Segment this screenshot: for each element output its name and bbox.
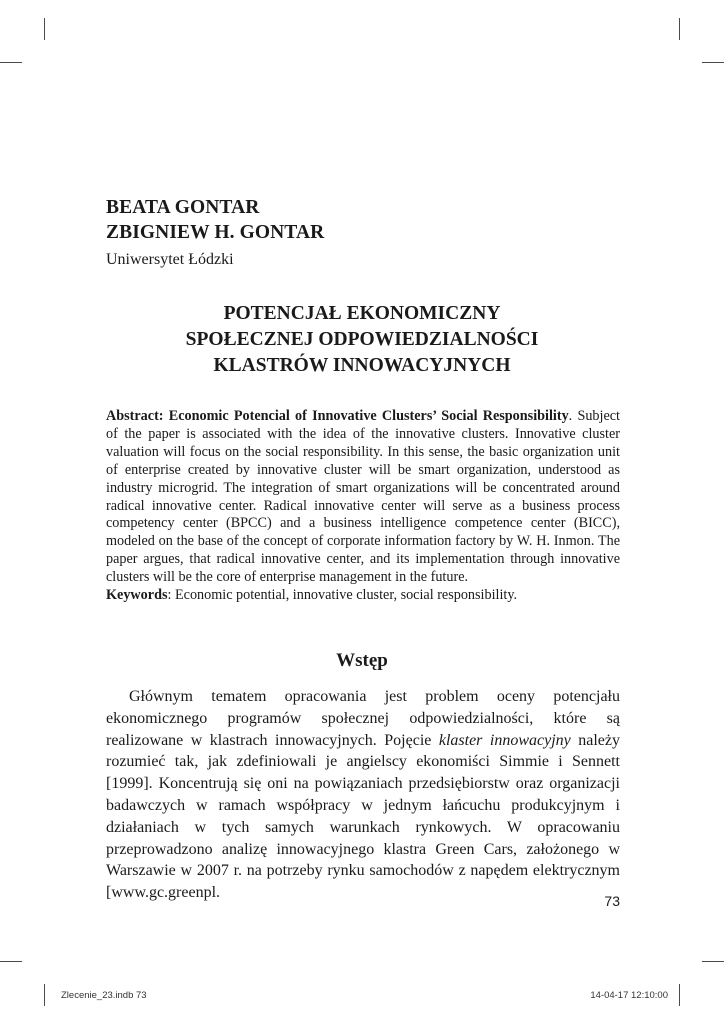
author-name: BEATA GONTAR [106,197,260,218]
body-text-segment: Głównym tematem opracowania jest problem oceny potencjału ekonomicznego programów społecznej odpowiedzialności, które są realizowane w klastrach innowacyjnych. Pojęcie [106,688,620,749]
crop-mark-top-right [679,18,680,40]
page-number: 73 [604,893,620,909]
crop-mark-bottom-right [679,984,680,1006]
author-name: ZBIGNIEW H. GONTAR [106,222,325,243]
footer-datetime: 14-04-17 12:10:00 [590,990,668,1001]
author-block [106,195,324,271]
crop-mark-right-top [702,62,724,63]
crop-mark-left-top [0,62,22,63]
body-italic-term: klaster innowacyjny [438,731,571,749]
paper-title [0,301,724,379]
section-heading: Wstęp [336,650,388,671]
keywords-label: Keywords [106,587,168,604]
title-line: POTENCJAŁ EKONOMICZNY [223,303,501,324]
title-line: SPOŁECZNEJ ODPOWIEDZIALNOŚCI [185,329,539,350]
author-affiliation: Uniwersytet Łódzki [106,251,234,268]
crop-mark-right-bottom [702,961,724,962]
title-line: KLASTRÓW INNOWACYJNYCH [213,355,511,376]
body-text [106,686,620,904]
footer-file-info: Zlecenie_23.indb 73 [61,990,147,1001]
crop-mark-top-left [44,18,45,40]
keywords-paragraph: Keywords: Economic potential, innovative cluster, social responsibility. [106,587,518,604]
abstract-title: Economic Potencial of Innovative Clusters’ Social Responsibility [168,408,569,424]
body-text-segment: należy rozumieć tak, jak zdefiniowali je angielscy ekonomiści Simmie i Sennett [1999]. Koncentrują się oni na powiązaniach przedsiębiorstw oraz organizacji badawczych w ramach współpracy w jednym łańcuchu produkcyjnym i działaniach w tych samych warunkach rynkowych. W opracowaniu przeprowadzono analizę innowacyjnego klastra Green Cars, założonego w Warszawie w 2007 r. na potrzeby rynku samochodów z napędem elektrycznym [www.gc.greenpl. [106,731,620,902]
abstract-label: Abstract: [106,408,164,424]
abstract-text: Subject of the paper is associated with the idea of the innovative clusters. Innovative cluster valuation will focus on the social responsibility. In this sense, the basic organization unit of enterprise created by innovative cluster will be smart organization, understood as industry microgrid. The integration of smart organizations will be concentrated around radical innovative center. Radical innovative center will serve as a business process competency center (BPCC) and a business intelligence competence center (BICC), modeled on the base of the concept of corporate information factory by W. H. Inmon. The paper argues, that radical innovative center, and its implementation through innovative clusters will be the core of enterprise management in the future. [106,408,620,586]
abstract-paragraph: Abstract: Economic Potencial of Innovative Clusters’ Social Responsibility. Subject of the paper is associated with the idea of the innovative clusters. Innovative cluster valuation will focus on the social responsibility. In this sense, the basic organization unit of enterprise created by innovative cluster will be smart organization, understood as industry microgrid. The integration of smart organizations will be concentrated around radical innovative center. Radical innovative center will serve as a business process competency center (BPCC) and a business intelligence competence center (BICC), modeled on the base of the concept of corporate information factory by W. H. Inmon. The paper argues, that radical innovative center, and its implementation through innovative clusters will be the core of enterprise management in the future. [106,408,620,586]
keywords-text: Economic potential, innovative cluster, social responsibility. [174,587,518,604]
crop-mark-left-bottom [0,961,22,962]
abstract [106,408,620,605]
body-paragraph [106,686,620,904]
crop-mark-bottom-left [44,984,45,1006]
